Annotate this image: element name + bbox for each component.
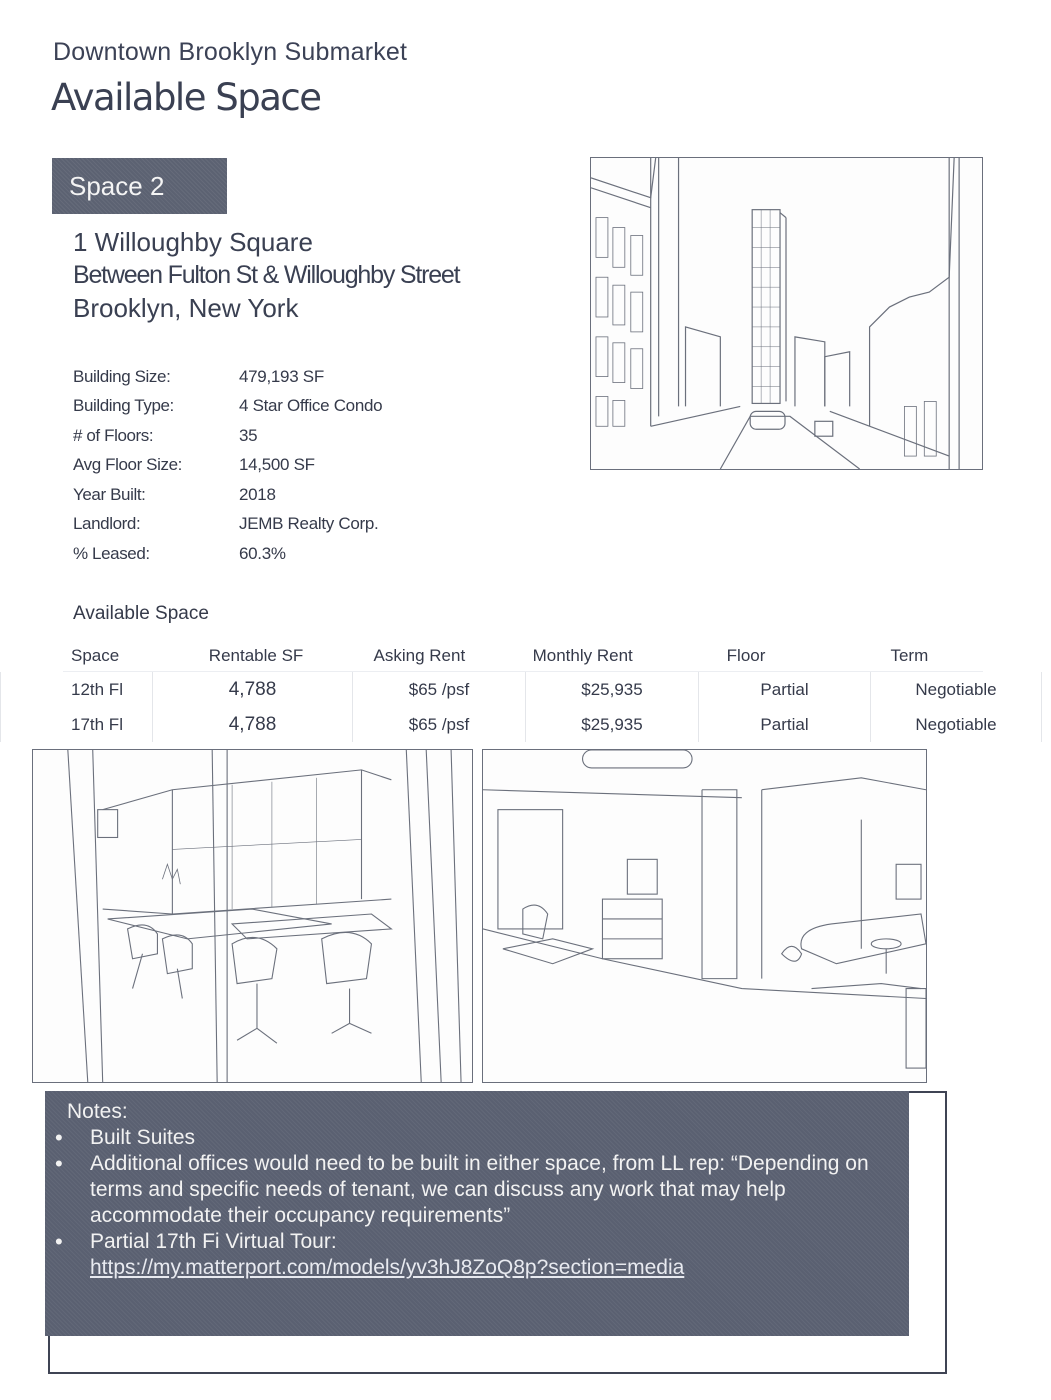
cell-rentable-sf: 4,788	[152, 672, 352, 707]
col-floor: Floor	[726, 645, 766, 665]
cell-rentable-sf: 4,788	[152, 707, 352, 742]
cell-space: 12th Fl	[0, 672, 152, 707]
note-text: Partial 17th Fi Virtual Tour:	[90, 1230, 337, 1253]
fact-row	[73, 362, 382, 392]
col-rentable-sf: Rentable SF	[208, 645, 304, 665]
building-photo	[590, 157, 983, 470]
fact-row	[73, 421, 382, 451]
fact-row	[73, 392, 382, 422]
building-facts	[73, 362, 382, 569]
notes-list	[55, 1125, 899, 1281]
address-line-1: 1 Willoughby Square	[73, 227, 313, 257]
fact-label: Building Type:	[73, 396, 174, 416]
available-space-heading: Available Space	[73, 603, 209, 624]
bullet-icon: •	[55, 1151, 63, 1176]
bullet-icon: •	[55, 1229, 63, 1254]
fact-value: JEMB Realty Corp.	[239, 514, 379, 534]
col-space: Space	[71, 645, 120, 665]
col-term: Term	[890, 645, 929, 665]
office-interior-photo	[482, 749, 927, 1083]
fact-label: Landlord:	[73, 514, 141, 534]
fact-label: Avg Floor Size:	[73, 455, 182, 475]
note-text: Additional offices would need to be built in either space, from LL rep: “Depending on terms and specific needs of tenant, we can discuss any work that may help accommodate their occupancy requirements”	[90, 1152, 869, 1227]
address-block	[73, 226, 459, 325]
conference-room-photo	[32, 749, 473, 1083]
fact-value: 60.3%	[239, 543, 286, 563]
cell-floor: Partial	[698, 672, 870, 707]
fact-row	[73, 539, 382, 569]
cell-term: Negotiable	[870, 707, 1042, 742]
table-header	[63, 640, 983, 672]
fact-label: Building Size:	[73, 366, 171, 386]
cell-monthly-rent: $25,935	[525, 672, 698, 707]
fact-value: 35	[239, 425, 258, 445]
page-title: Available Space	[51, 76, 321, 119]
fact-row	[73, 510, 382, 540]
fact-label: % Leased:	[73, 543, 150, 563]
fact-value: 479,193 SF	[239, 366, 324, 386]
page-subtitle: Downtown Brooklyn Submarket	[53, 38, 408, 66]
available-space-table	[0, 640, 1051, 742]
cell-monthly-rent: $25,935	[525, 707, 698, 742]
note-item	[55, 1125, 899, 1151]
col-monthly-rent: Monthly Rent	[532, 645, 633, 665]
col-asking-rent: Asking Rent	[373, 645, 466, 665]
table-row	[0, 707, 1051, 742]
cell-term: Negotiable	[870, 672, 1042, 707]
fact-row	[73, 451, 382, 481]
cell-space: 17th Fl	[0, 707, 152, 742]
fact-label: # of Floors:	[73, 425, 154, 445]
cell-asking-rent: $65 /psf	[352, 707, 525, 742]
space-badge: Space 2	[52, 158, 227, 214]
note-item	[55, 1229, 899, 1281]
fact-value: 2018	[239, 484, 276, 504]
bullet-icon: •	[55, 1125, 63, 1150]
cell-floor: Partial	[698, 707, 870, 742]
notes-box	[45, 1091, 909, 1336]
address-line-3: Brooklyn, New York	[73, 293, 299, 323]
cell-asking-rent: $65 /psf	[352, 672, 525, 707]
fact-row	[73, 480, 382, 510]
note-text: Built Suites	[90, 1126, 196, 1149]
fact-label: Year Built:	[73, 484, 146, 504]
virtual-tour-link[interactable]: https://my.matterport.com/models/yv3hJ8ZoQ8p?section=media	[90, 1256, 685, 1279]
fact-value: 4 Star Office Condo	[239, 396, 383, 416]
table-row	[0, 672, 1051, 707]
notes-title: Notes:	[67, 1100, 128, 1123]
fact-value: 14,500 SF	[239, 455, 315, 475]
note-item	[55, 1151, 899, 1229]
address-line-2: Between Fulton St & Willoughby Street	[73, 261, 460, 289]
